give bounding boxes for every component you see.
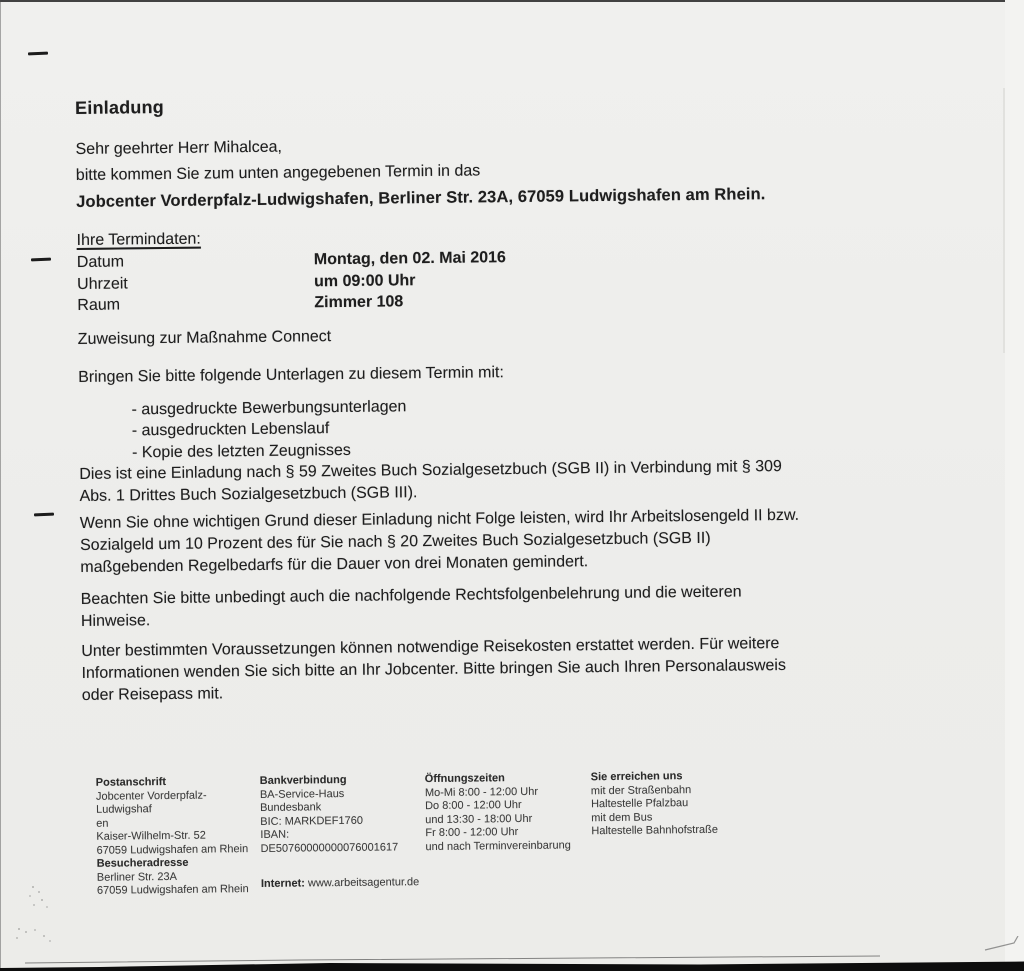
paragraph-travel-costs: [81, 631, 954, 707]
paragraph-rechtsfolgenbelehrung: [81, 579, 953, 633]
footer-hours-line: Mo-Mi 8:00 - 12:00 Uhr: [424, 785, 539, 799]
paragraph-line: maßgebenden Regelbedarfs für die Dauer von drei Monaten gemindert.: [80, 553, 589, 576]
paragraph-sanction-warning: [80, 503, 953, 579]
footer-bank-column: [260, 773, 426, 896]
document-list-item: - ausgedruckte Bewerbungsunterlagen: [131, 397, 407, 418]
footer-postal-line: Jobcenter Vorderpfalz-Ludwigshaf: [95, 789, 207, 816]
footer-postal-title: Postanschrift: [95, 776, 167, 789]
footer-postal-line: 67059 Ludwigshafen am Rhein: [96, 842, 249, 857]
footer-reach-title: Sie erreichen uns: [590, 770, 683, 784]
paragraph-line: Wenn Sie ohne wichtigen Grund dieser Einladung nicht Folge leisten, wird Ihr Arbeitslosengeld II bzw.: [79, 506, 800, 532]
footer-reach-line: Haltestelle Pfalzbau: [590, 797, 689, 811]
footer-hours-title: Öffnungszeiten: [424, 772, 505, 786]
fold-mark-top: [28, 52, 48, 56]
footer-internet-label: Internet:: [260, 877, 305, 890]
appointment-value: Montag, den 02. Mai 2016: [313, 249, 506, 269]
paragraph-line: Hinweise.: [80, 612, 151, 630]
fold-mark-bottom: [34, 513, 54, 517]
footer-postal-line: en: [96, 817, 109, 830]
paragraph-line: Unter bestimmten Voraussetzungen können notwendige Reisekosten erstattet werden. Für weitere: [81, 635, 780, 660]
paragraph-line: oder Reisepass mit.: [81, 685, 224, 704]
footer-reach-line: mit der Straßenbahn: [590, 783, 692, 797]
scan-right-strip: [1005, 0, 1024, 971]
footer-visitor-line: 67059 Ludwigshafen am Rhein: [96, 883, 249, 897]
footer-visitor-title: Besucheradresse: [96, 856, 189, 870]
documents-intro-line: Bringen Sie bitte folgende Unterlagen zu diesem Termin mit:: [78, 363, 504, 386]
massnahme-line: Zuweisung zur Maßnahme Connect: [77, 327, 332, 348]
letter-footer: [96, 767, 956, 898]
paragraph-legal-basis: [79, 454, 951, 508]
letter-content: [75, 88, 956, 898]
paragraph-line: Dies ist eine Einladung nach § 59 Zweites Buch Sozialgesetzbuch (SGB II) in Verbindung mit § 309: [79, 458, 782, 483]
footer-bank-title: Bankverbindung: [259, 773, 347, 787]
footer-reach-line: Haltestelle Bahnhofstraße: [591, 823, 718, 838]
appointment-value: Zimmer 108: [314, 293, 404, 312]
footer-bank-line: Bundesbank: [259, 801, 322, 814]
document-list-item: - ausgedruckten Lebenslauf: [131, 420, 330, 440]
appointment-label: Datum: [76, 253, 125, 271]
scan-scratch-mark: [18, 928, 20, 930]
appointment-label: Raum: [77, 296, 121, 314]
appointment-label: Uhrzeit: [77, 274, 128, 293]
scan-edge-left: [0, 0, 1, 971]
footer-bank-line: BIC: MARKDEF1760: [260, 814, 363, 828]
scan-right-artifact-line: [1003, 88, 1005, 353]
paragraph-line: Abs. 1 Drittes Buch Sozialgesetzbuch (SGB III).: [79, 484, 418, 505]
footer-hours-line: Do 8:00 - 12:00 Uhr: [424, 798, 522, 813]
scan-edge-top: [0, 0, 1024, 2]
footer-internet-line: [261, 876, 426, 891]
footer-hours-line: und 13:30 - 18:00 Uhr: [425, 812, 533, 826]
appointment-table: [77, 242, 950, 316]
footer-postal-column: [96, 775, 261, 898]
footer-hours-line: Fr 8:00 - 12:00 Uhr: [425, 826, 519, 840]
footer-reach-column: [591, 770, 719, 893]
documents-list: [131, 390, 951, 464]
letter-heading: Einladung: [75, 96, 165, 118]
appointment-value: um 09:00 Uhr: [313, 271, 416, 290]
footer-bank-line: BA-Service-Haus: [259, 787, 345, 801]
paragraph-line: Informationen wenden Sie sich bitte an Ihr Jobcenter. Bitte bringen Sie auch Ihren Personalausweis: [81, 656, 787, 682]
document-list-item: - Kopie des letzten Zeugnisses: [131, 441, 351, 461]
jobcenter-venue-line: Jobcenter Vorderpfalz-Ludwigshafen, Berliner Str. 23A, 67059 Ludwigshafen am Rhein.: [76, 185, 766, 211]
salutation-line: Sehr geehrter Herr Mihalcea,: [75, 138, 282, 158]
scan-scratch-mark: [32, 886, 34, 888]
footer-visitor-line: Berliner Str. 23A: [96, 870, 177, 884]
footer-bank-line: IBAN: DE50760000000076001617: [260, 828, 399, 855]
scan-edge-bottom: [0, 936, 1024, 971]
paragraph-line: Beachten Sie bitte unbedingt auch die nachfolgende Rechtsfolgenbelehrung und die weiteren: [80, 583, 742, 608]
footer-reach-line: mit dem Bus: [591, 810, 653, 824]
appointment-heading: Ihre Termindaten:: [76, 230, 201, 249]
footer-internet-url: www.arbeitsagentur.de: [304, 876, 420, 890]
footer-hours-column: [425, 771, 592, 894]
intro-line: bitte kommen Sie zum unten angegebenen Termin in das: [75, 162, 481, 184]
footer-postal-line: Kaiser-Wilhelm-Str. 52: [96, 829, 206, 843]
paragraph-line: Sozialgeld um 10 Prozent des für Sie nach § 20 Zweites Buch Sozialgesetzbuch (SGB II): [79, 529, 711, 554]
fold-mark-middle: [31, 258, 51, 262]
footer-hours-line: und nach Terminvereinbarung: [425, 838, 571, 853]
